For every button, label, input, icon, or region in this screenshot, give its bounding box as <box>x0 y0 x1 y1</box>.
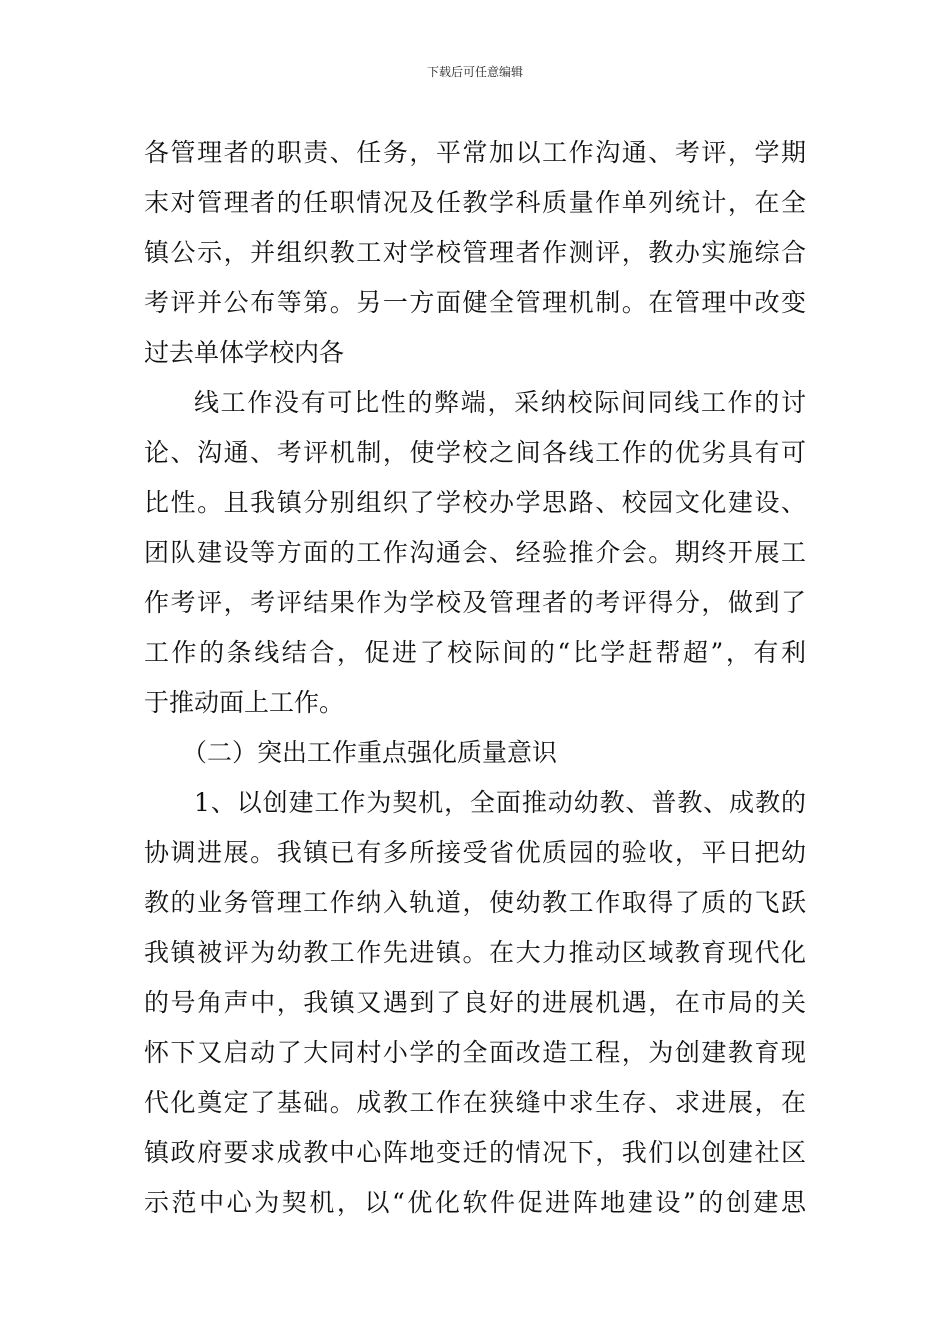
text-line: 末对管理者的任职情况及任教学科质量作单列统计，在全 <box>144 188 806 217</box>
text-line: 怀下又启动了大同村小学的全面改造工程，为创建教育现 <box>144 1038 806 1067</box>
text-line: 论、沟通、考评机制，使学校之间各线工作的优劣具有可 <box>144 438 806 467</box>
text-line: 考评并公布等第。另一方面健全管理机制。在管理中改变 <box>144 288 806 317</box>
text-line: 示范中心为契机，以“优化软件促进阵地建设”的创建思 <box>144 1188 806 1217</box>
text-line: 我镇被评为幼教工作先进镇。在大力推动区域教育现代化 <box>144 938 806 967</box>
text-line: 1、以创建工作为契机，全面推动幼教、普教、成教的 <box>194 788 806 817</box>
text-line: 团队建设等方面的工作沟通会、经验推介会。期终开展工 <box>144 538 806 567</box>
text-line: 各管理者的职责、任务，平常加以工作沟通、考评，学期 <box>144 138 806 167</box>
page-header: 下载后可任意编辑 <box>426 65 523 79</box>
text-line: 工作的条线结合，促进了校际间的“比学赶帮超”，有利 <box>144 638 806 667</box>
text-line: 线工作没有可比性的弊端，采纳校际间同线工作的讨 <box>194 388 806 417</box>
document-body <box>144 128 806 1228</box>
text-line: 教的业务管理工作纳入轨道，使幼教工作取得了质的飞跃 <box>144 888 806 917</box>
text-line: 代化奠定了基础。成教工作在狭缝中求生存、求进展，在 <box>144 1088 806 1117</box>
text-line: 比性。且我镇分别组织了学校办学思路、校园文化建设、 <box>144 488 806 517</box>
text-line: 镇政府要求成教中心阵地变迁的情况下，我们以创建社区 <box>144 1138 806 1167</box>
text-line: 协调进展。我镇已有多所接受省优质园的验收，平日把幼 <box>144 838 806 867</box>
text-line: 的号角声中，我镇又遇到了良好的进展机遇，在市局的关 <box>144 988 806 1017</box>
section-heading: （二）突出工作重点强化质量意识 <box>182 738 558 767</box>
text-line: 过去单体学校内各 <box>144 338 345 367</box>
text-line: 镇公示，并组织教工对学校管理者作测评，教办实施综合 <box>144 238 806 267</box>
text-line: 于推动面上工作。 <box>144 688 345 717</box>
text-line: 作考评，考评结果作为学校及管理者的考评得分，做到了 <box>144 588 806 617</box>
